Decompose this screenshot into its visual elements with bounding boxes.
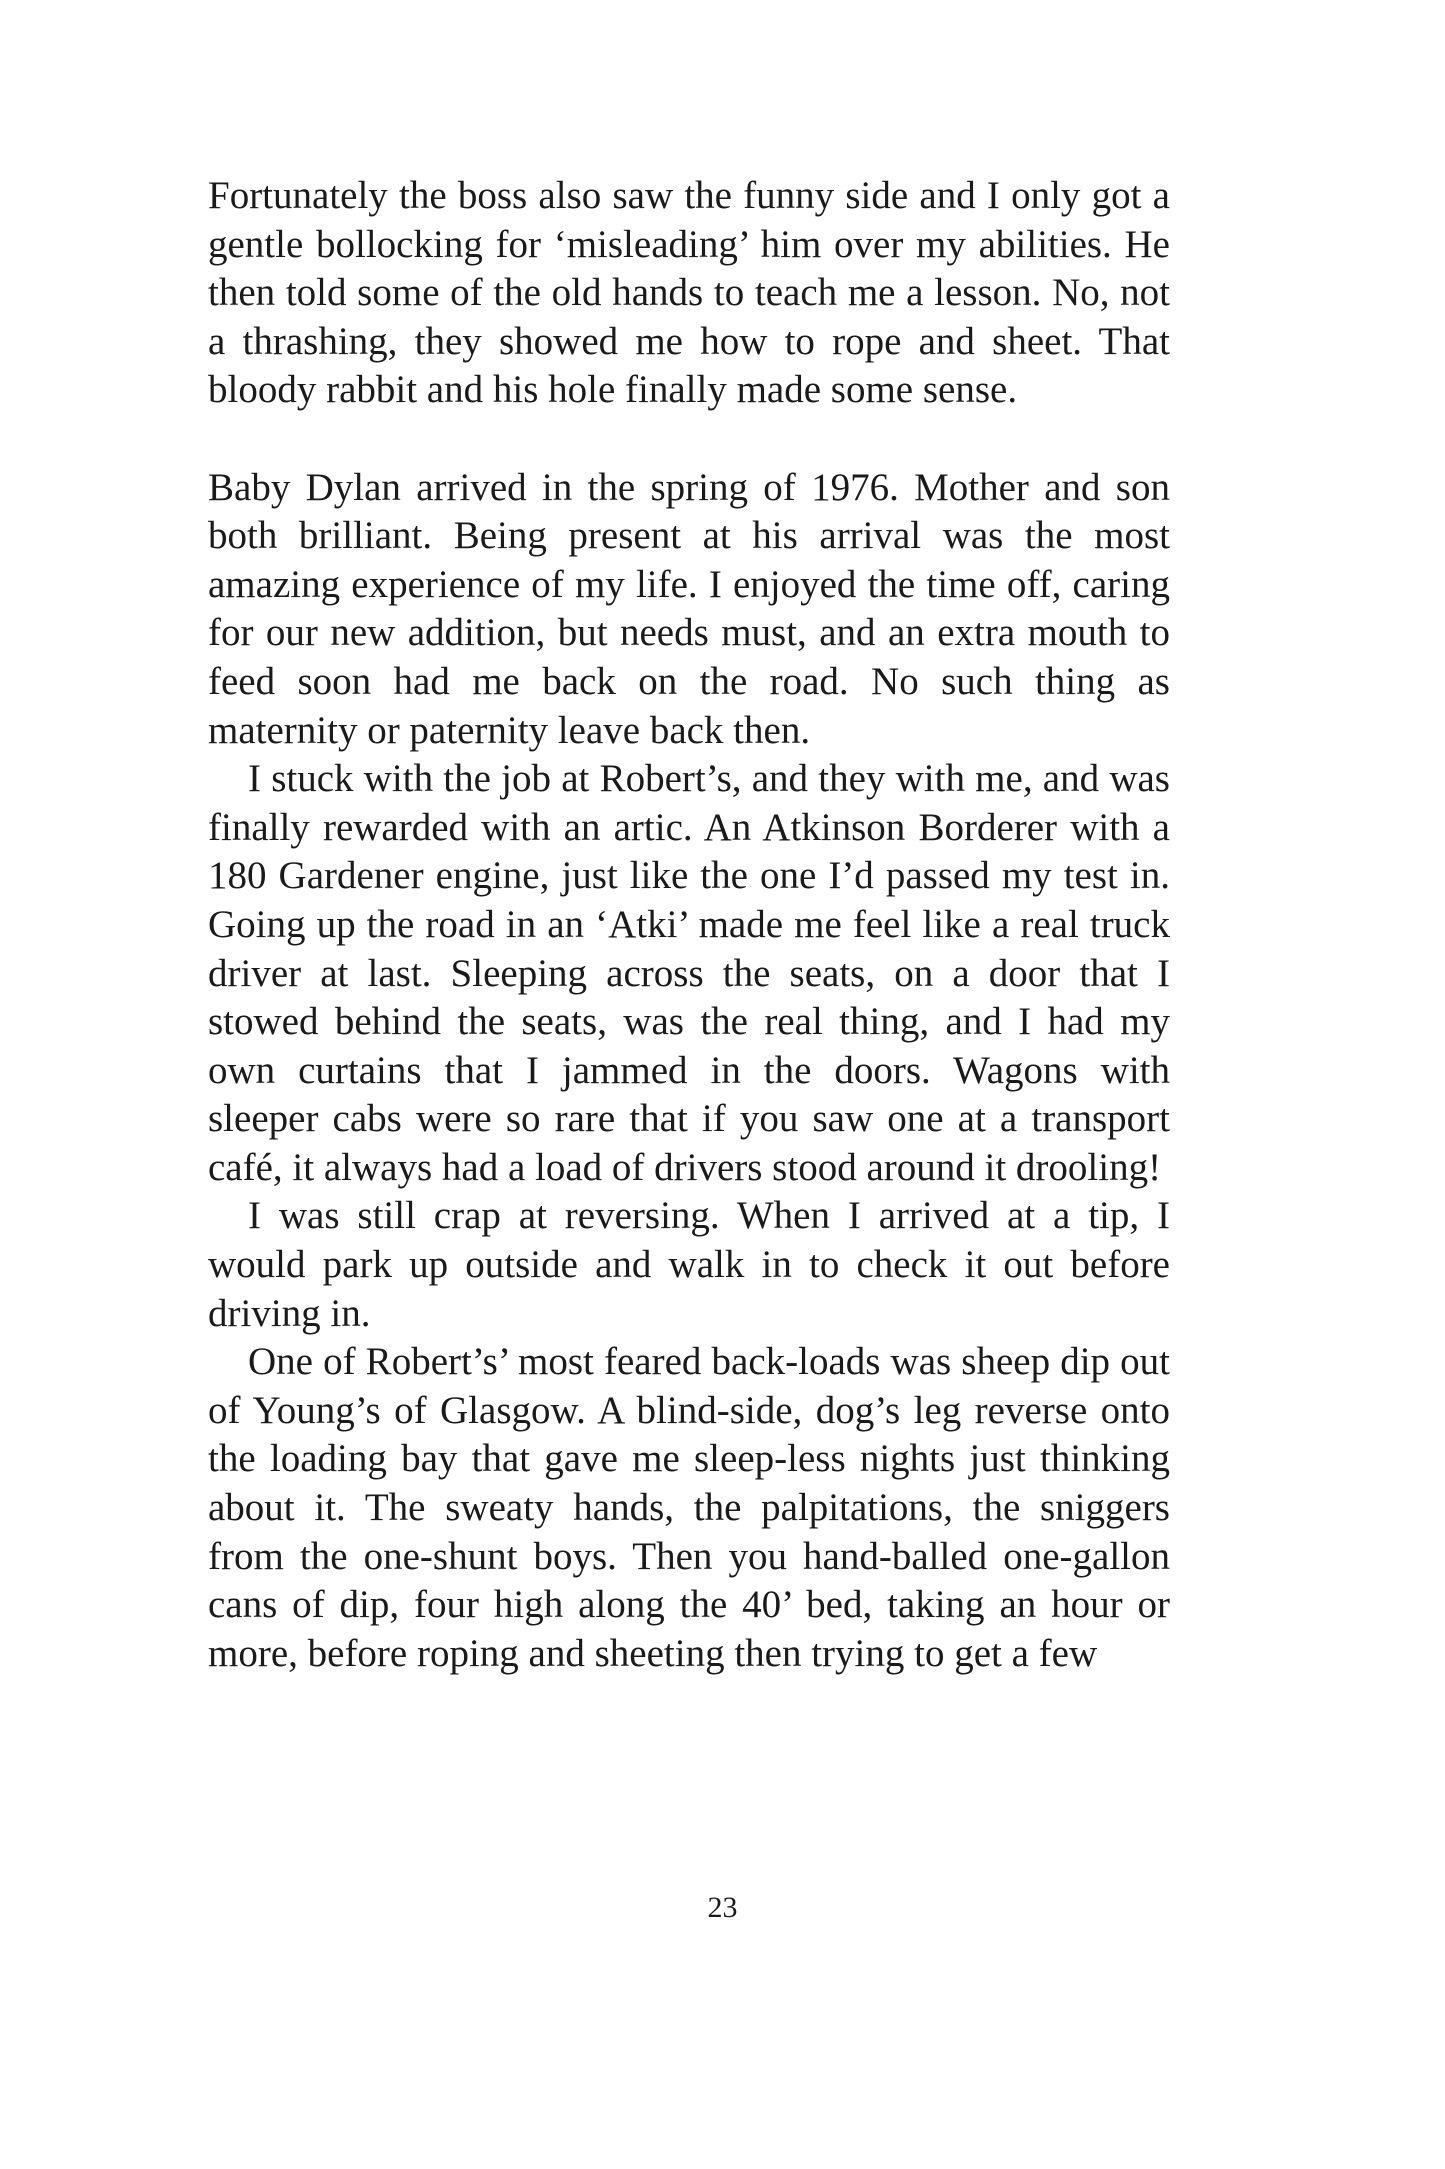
- paragraph-1: Fortunately the boss also saw the funny side and I only got a gentle bollocking for ‘misleading’ him over my abilities. He then told some of the old hands to teach me a lesson. No, not a thrashing, they showed me how to rope and sheet. That bloody rabbit and his hole finally made some sense.: [208, 174, 1170, 412]
- paragraph-4: I was still crap at reversing. When I arrived at a tip, I would park up outside and walk in to check it out before driving in.: [208, 1194, 1170, 1335]
- paragraph-3: I stuck with the job at Robert’s, and they with me, and was finally rewarded with an artic. An Atkinson Borderer with a 180 Gardener engine, just like the one I’d passed my test in. Going up the road in an ‘Atki’ made me feel like a real truck driver at last. Sleeping across the seats, on a door that I stowed behind the seats, was the real thing, and I had my own curtains that I jammed in the doors. Wagons with sleeper cabs were so rare that if you saw one at a transport café, it always had a load of drivers stood around it drooling!: [208, 757, 1170, 1189]
- paragraph-2: Baby Dylan arrived in the spring of 1976. Mother and son both brilliant. Being present at his arrival was the most amazing experience of my life. I enjoyed the time off, caring for our new addition, but needs must, and an extra mouth to feed soon had me back on the road. No such thing as maternity or paternity leave back then.: [208, 465, 1170, 752]
- paragraph-5: One of Robert’s’ most feared back-loads was sheep dip out of Young’s of Glasgow. A blind-side, dog’s leg reverse onto the loading bay that gave me sleep-less nights just thinking about it. The sweaty hands, the palpitations, the sniggers from the one-shunt boys. Then you hand-balled one-gallon cans of dip, four high along the 40’ bed, taking an hour or more, before roping and sheeting then trying to get a few: [208, 1340, 1170, 1675]
- page-number: 23: [707, 1891, 738, 1924]
- body-text: [208, 172, 1170, 1678]
